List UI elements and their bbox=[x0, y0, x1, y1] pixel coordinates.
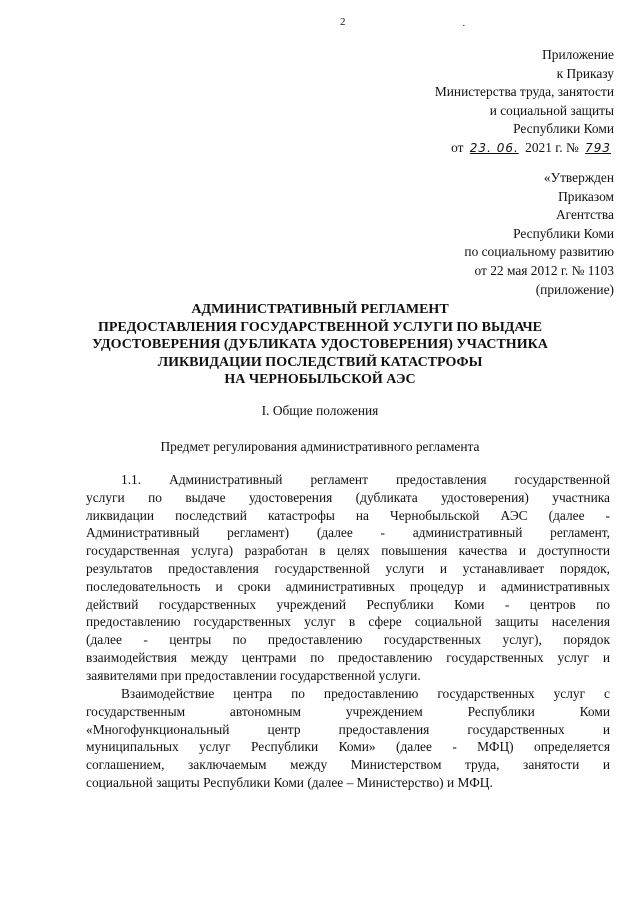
appendix-line: Приложение bbox=[542, 47, 614, 62]
title-line: УДОСТОВЕРЕНИЯ (ДУБЛИКАТА УДОСТОВЕРЕНИЯ) УЧАСТНИКА bbox=[92, 337, 548, 353]
document-title bbox=[0, 301, 640, 389]
date-year: 2021 г. № bbox=[525, 139, 579, 155]
approved-line: от 22 мая 2012 г. № 1103 bbox=[474, 262, 614, 278]
paragraph-line: государственная услуга) разработан в целях повышения качества и доступности bbox=[86, 543, 610, 559]
title-line: НА ЧЕРНОБЫЛЬСКОЙ АЭС bbox=[224, 372, 416, 388]
paragraph-line: услуги по выдаче удостоверения (дубликата удостоверения) участника bbox=[86, 489, 610, 505]
paragraph-line: взаимодействия между центрами по предоставлению государственных услуг и bbox=[86, 649, 610, 665]
paragraph-line: результатов предоставления государственной услуги и устанавливает порядок, bbox=[86, 560, 610, 576]
paragraph-line: (далее - центры по предоставлению государственных услуг), порядок bbox=[86, 632, 610, 648]
paragraph-line: «Многофункциональный центр предоставления государственных и bbox=[86, 721, 610, 737]
paragraph-line: 1.1. Административный регламент предоставления государственной bbox=[121, 472, 610, 487]
handwritten-date: 23. 06. bbox=[469, 140, 519, 155]
page-number: 2 bbox=[340, 16, 346, 28]
appendix-line: к Приказу bbox=[556, 65, 614, 81]
paragraph-line: государственным автономным учреждением Республики Коми bbox=[86, 703, 610, 719]
paragraph-line: соглашением, заключаемым между Министерством труда, занятости и bbox=[86, 757, 610, 773]
title-line: АДМИНИСТРАТИВНЫЙ РЕГЛАМЕНТ bbox=[191, 302, 449, 317]
appendix-block bbox=[435, 46, 614, 158]
subject-heading: Предмет регулирования административного регламента bbox=[160, 439, 480, 454]
approved-line: Республики Коми bbox=[513, 225, 614, 241]
handwritten-order-number: 793 bbox=[585, 140, 611, 155]
paragraph-2 bbox=[86, 685, 610, 792]
approved-line: Агентства bbox=[556, 207, 614, 223]
paragraph-line: социальной защиты Республики Коми (далее – Министерство) и МФЦ. bbox=[86, 774, 493, 790]
paragraph-line: предоставлению государственных услуг в сфере социальной защиты населения bbox=[86, 614, 610, 630]
paragraph-line: муниципальных услуг Республики Коми» (далее - МФЦ) определяется bbox=[86, 739, 610, 755]
appendix-date-line bbox=[435, 139, 614, 158]
approved-line: «Утвержден bbox=[543, 170, 614, 185]
paragraph-line: Взаимодействие центра по предоставлению государственных услуг с bbox=[121, 686, 610, 701]
scan-speck: · bbox=[462, 20, 466, 32]
paragraph-line: Административный регламент) (далее - административный регламент, bbox=[86, 525, 610, 541]
approved-line: по социальному развитию bbox=[464, 244, 614, 260]
approved-line: Приказом bbox=[558, 188, 614, 204]
title-line: ПРЕДОСТАВЛЕНИЯ ГОСУДАРСТВЕННОЙ УСЛУГИ ПО ВЫДАЧЕ bbox=[98, 319, 542, 335]
paragraph-line: действий государственных учреждений Республики Коми - центров по bbox=[86, 596, 610, 612]
approved-line: (приложение) bbox=[535, 281, 614, 297]
paragraph-1 bbox=[86, 471, 610, 685]
title-line: ЛИКВИДАЦИИ ПОСЛЕДСТВИЙ КАТАСТРОФЫ bbox=[157, 354, 483, 370]
appendix-line: и социальной защиты bbox=[489, 102, 614, 118]
section-heading: I. Общие положения bbox=[261, 403, 379, 418]
appendix-line: Республики Коми bbox=[513, 121, 614, 137]
date-prefix: от bbox=[451, 139, 464, 155]
appendix-line: Министерства труда, занятости bbox=[434, 84, 614, 100]
paragraph-line: последовательность и сроки административных процедур и административных bbox=[86, 578, 610, 594]
approved-block bbox=[464, 169, 614, 299]
paragraph-line: заявителями при предоставлении государственной услуги. bbox=[86, 667, 421, 683]
paragraph-line: ликвидации последствий катастрофы на Чернобыльской АЭС (далее - bbox=[86, 507, 610, 523]
